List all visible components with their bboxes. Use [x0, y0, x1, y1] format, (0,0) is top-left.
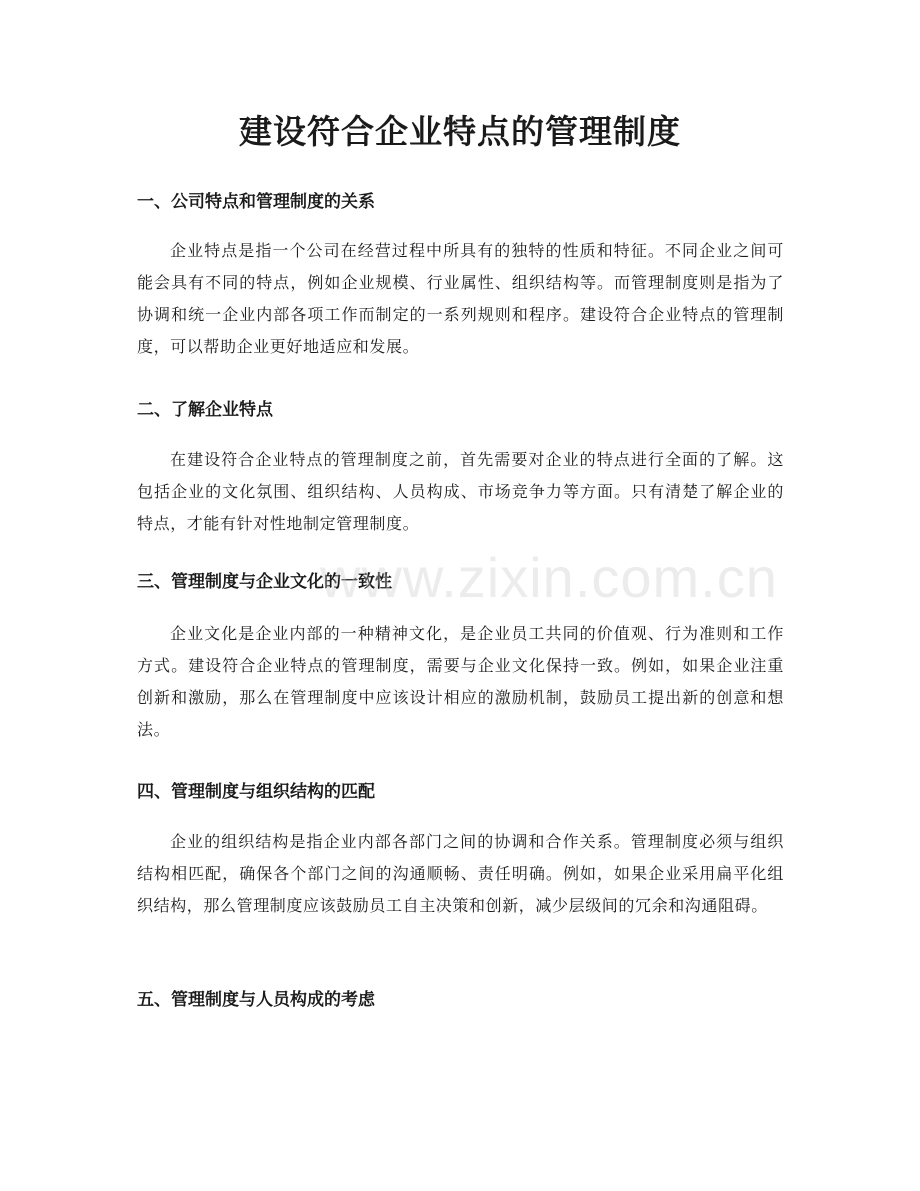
section-paragraph-3: 企业文化是企业内部的一种精神文化，是企业员工共同的价值观、行为准则和工作方式。建设符合企业特点的管理制度，需要与企业文化保持一致。例如，如果企业注重创新和激励，那么在管理制度中应该设计相应的激励机制，鼓励员工提出新的创意和想法。 [137, 624, 784, 739]
section-paragraph-1: 企业特点是指一个公司在经营过程中所具有的独特的性质和特征。不同企业之间可能会具有不同的特点，例如企业规模、行业属性、组织结构等。而管理制度则是指为了协调和统一企业内部各项工作而制定的一系列规则和程序。建设符合企业特点的管理制度，可以帮助企业更好地适应和发展。 [137, 241, 784, 356]
section-heading-1: 一、公司特点和管理制度的关系 [137, 192, 375, 212]
section-paragraph-4: 企业的组织结构是指企业内部各部门之间的协调和合作关系。管理制度必须与组织结构相匹配，确保各个部门之间的沟通顺畅、责任明确。例如，如果企业采用扁平化组织结构，那么管理制度应该鼓励员工自主决策和创新，减少层级间的冗余和沟通阻碍。 [137, 832, 784, 915]
watermark: www.zixin.com.cn [320, 546, 778, 609]
section-heading-5: 五、管理制度与人员构成的考虑 [137, 990, 375, 1010]
section-paragraph-2: 在建设符合企业特点的管理制度之前，首先需要对企业的特点进行全面的了解。这包括企业的文化氛围、组织结构、人员构成、市场竞争力等方面。只有清楚了解企业的特点，才能有针对性地制定管理制度。 [137, 450, 784, 533]
section-heading-2: 二、了解企业特点 [137, 400, 273, 420]
section-heading-4: 四、管理制度与组织结构的匹配 [137, 782, 375, 802]
section-heading-3: 三、管理制度与企业文化的一致性 [137, 572, 392, 592]
document-title: 建设符合企业特点的管理制度 [239, 112, 681, 151]
